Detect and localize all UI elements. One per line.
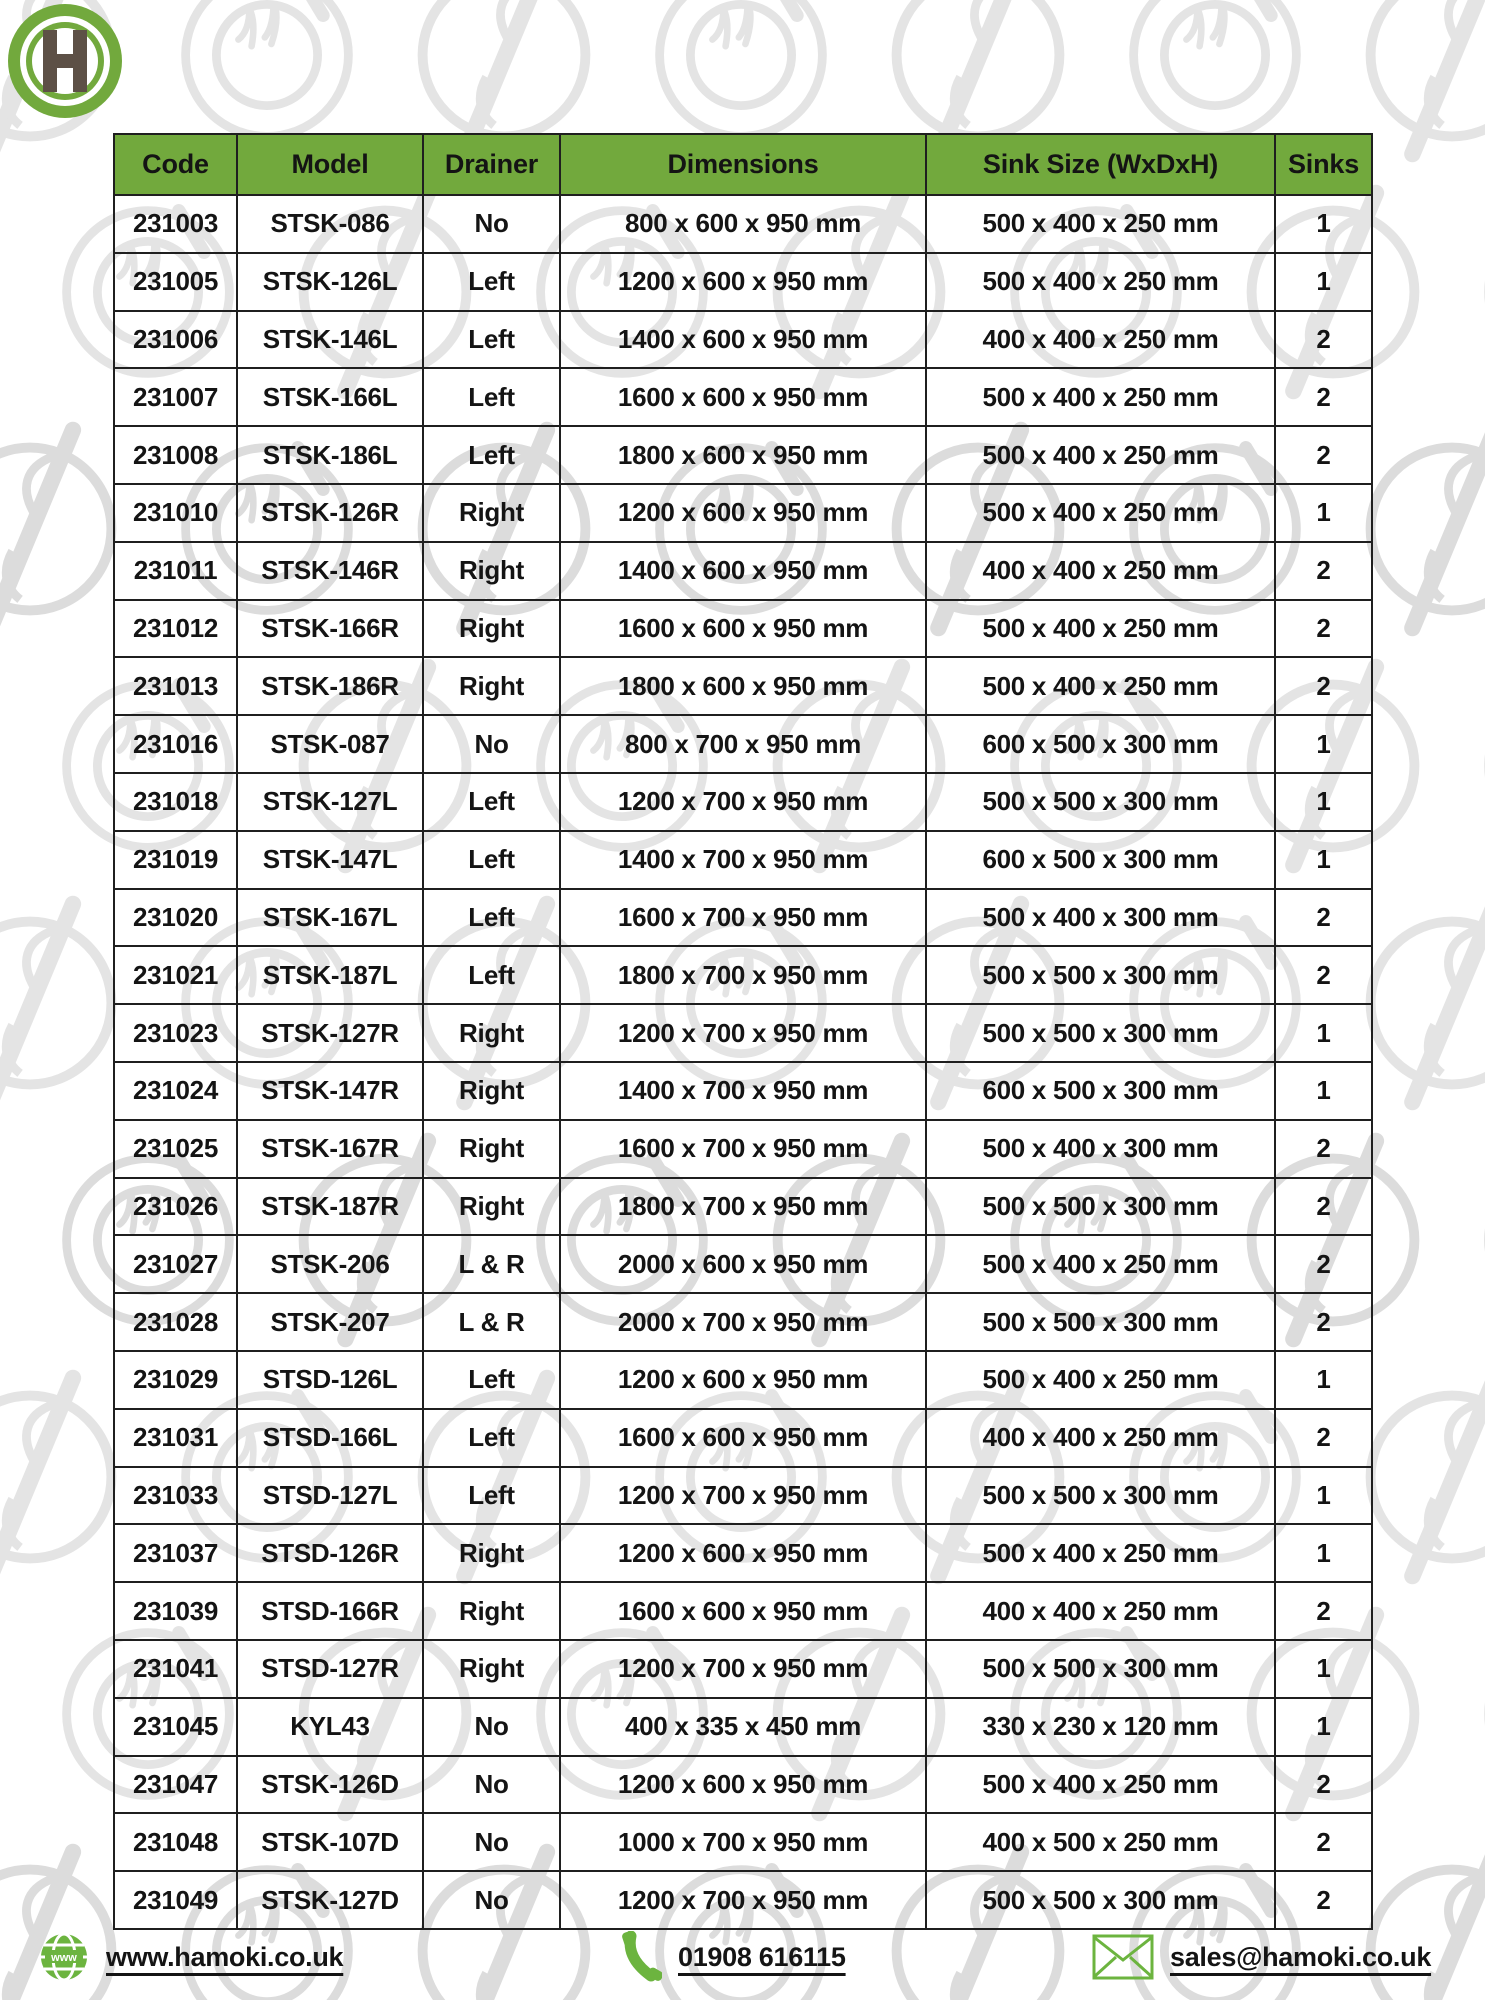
footer-website-link[interactable] <box>38 1928 343 1986</box>
cell-sink-size: 500 x 500 x 300 mm <box>926 1640 1275 1698</box>
table-row <box>114 311 1372 369</box>
cell-model: STSK-126L <box>237 253 423 311</box>
cell-dimensions: 1200 x 700 x 950 mm <box>560 1467 926 1525</box>
cell-sinks: 2 <box>1275 946 1372 1004</box>
cell-sinks: 2 <box>1275 542 1372 600</box>
cell-dimensions: 400 x 335 x 450 mm <box>560 1698 926 1756</box>
table-row <box>114 1062 1372 1120</box>
cell-dimensions: 1800 x 600 x 950 mm <box>560 657 926 715</box>
cell-sink-size: 500 x 500 x 300 mm <box>926 1467 1275 1525</box>
cell-sink-size: 500 x 400 x 250 mm <box>926 253 1275 311</box>
cell-sinks: 2 <box>1275 1120 1372 1178</box>
cell-model: STSK-146R <box>237 542 423 600</box>
cell-code: 231045 <box>114 1698 237 1756</box>
cell-code: 231025 <box>114 1120 237 1178</box>
table-row <box>114 542 1372 600</box>
cell-sinks: 2 <box>1275 1582 1372 1640</box>
cell-model: STSK-186R <box>237 657 423 715</box>
cell-drainer: Left <box>423 831 560 889</box>
column-header-code: Code <box>114 134 237 195</box>
cell-model: STSK-146L <box>237 311 423 369</box>
cell-sink-size: 500 x 400 x 250 mm <box>926 1524 1275 1582</box>
cell-model: STSD-166L <box>237 1409 423 1467</box>
cell-model: STSK-126D <box>237 1756 423 1814</box>
cell-drainer: Left <box>423 1409 560 1467</box>
table-row <box>114 195 1372 253</box>
cell-drainer: Right <box>423 484 560 542</box>
cell-sink-size: 600 x 500 x 300 mm <box>926 715 1275 773</box>
cell-code: 231003 <box>114 195 237 253</box>
cell-drainer: Right <box>423 1062 560 1120</box>
cell-sink-size: 500 x 500 x 300 mm <box>926 1004 1275 1062</box>
cell-sink-size: 500 x 500 x 300 mm <box>926 946 1275 1004</box>
cell-sink-size: 500 x 400 x 250 mm <box>926 1235 1275 1293</box>
cell-model: STSK-167R <box>237 1120 423 1178</box>
cell-model: STSK-166R <box>237 600 423 658</box>
cell-model: STSK-167L <box>237 889 423 947</box>
cell-dimensions: 1200 x 600 x 950 mm <box>560 1524 926 1582</box>
email-address: sales@hamoki.co.uk <box>1170 1941 1432 1972</box>
table-row <box>114 1409 1372 1467</box>
cell-sink-size: 500 x 400 x 300 mm <box>926 889 1275 947</box>
column-header-model: Model <box>237 134 423 195</box>
cell-model: STSK-107D <box>237 1813 423 1871</box>
cell-code: 231019 <box>114 831 237 889</box>
cell-code: 231013 <box>114 657 237 715</box>
footer-phone-link[interactable] <box>622 1928 846 1986</box>
cell-sink-size: 400 x 400 x 250 mm <box>926 1409 1275 1467</box>
cell-code: 231010 <box>114 484 237 542</box>
cell-dimensions: 1200 x 700 x 950 mm <box>560 1004 926 1062</box>
cell-code: 231006 <box>114 311 237 369</box>
cell-sinks: 1 <box>1275 715 1372 773</box>
cell-drainer: Right <box>423 1120 560 1178</box>
cell-model: STSD-127L <box>237 1467 423 1525</box>
cell-sinks: 1 <box>1275 1698 1372 1756</box>
cell-dimensions: 1600 x 600 x 950 mm <box>560 368 926 426</box>
cell-drainer: Right <box>423 1524 560 1582</box>
cell-sink-size: 500 x 400 x 250 mm <box>926 484 1275 542</box>
table-row <box>114 715 1372 773</box>
cell-dimensions: 1200 x 600 x 950 mm <box>560 484 926 542</box>
phone-icon <box>622 1931 662 1983</box>
cell-sinks: 1 <box>1275 1524 1372 1582</box>
cell-dimensions: 1800 x 600 x 950 mm <box>560 426 926 484</box>
cell-code: 231018 <box>114 773 237 831</box>
globe-icon <box>38 1931 90 1983</box>
cell-drainer: No <box>423 1698 560 1756</box>
cell-dimensions: 800 x 700 x 950 mm <box>560 715 926 773</box>
cell-drainer: No <box>423 715 560 773</box>
table-row <box>114 657 1372 715</box>
cell-drainer: Left <box>423 1467 560 1525</box>
cell-sink-size: 600 x 500 x 300 mm <box>926 1062 1275 1120</box>
cell-sink-size: 500 x 400 x 250 mm <box>926 426 1275 484</box>
column-header-dimensions: Dimensions <box>560 134 926 195</box>
watermark-brand-mark <box>1460 182 1485 402</box>
watermark-brand-mark <box>1460 1130 1485 1350</box>
cell-sinks: 2 <box>1275 1235 1372 1293</box>
cell-sinks: 2 <box>1275 1178 1372 1236</box>
column-header-sinks: Sinks <box>1275 134 1372 195</box>
website-url: www.hamoki.co.uk <box>106 1941 344 1972</box>
cell-sink-size: 400 x 400 x 250 mm <box>926 542 1275 600</box>
cell-code: 231049 <box>114 1871 237 1929</box>
cell-code: 231039 <box>114 1582 237 1640</box>
cell-drainer: No <box>423 195 560 253</box>
cell-dimensions: 2000 x 600 x 950 mm <box>560 1235 926 1293</box>
cell-drainer: Right <box>423 542 560 600</box>
cell-code: 231041 <box>114 1640 237 1698</box>
cell-code: 231029 <box>114 1351 237 1409</box>
table-row <box>114 368 1372 426</box>
cell-dimensions: 1400 x 700 x 950 mm <box>560 1062 926 1120</box>
cell-sinks: 2 <box>1275 1756 1372 1814</box>
cell-drainer: Left <box>423 368 560 426</box>
cell-sink-size: 500 x 400 x 250 mm <box>926 1756 1275 1814</box>
table-row <box>114 1235 1372 1293</box>
table-row <box>114 1524 1372 1582</box>
cell-sinks: 2 <box>1275 1409 1372 1467</box>
cell-code: 231011 <box>114 542 237 600</box>
cell-sinks: 2 <box>1275 311 1372 369</box>
cell-dimensions: 1200 x 600 x 950 mm <box>560 1351 926 1409</box>
table-row <box>114 484 1372 542</box>
cell-dimensions: 2000 x 700 x 950 mm <box>560 1293 926 1351</box>
cell-dimensions: 1800 x 700 x 950 mm <box>560 946 926 1004</box>
cell-sinks: 1 <box>1275 1062 1372 1120</box>
cell-model: STSK-087 <box>237 715 423 773</box>
table-row <box>114 773 1372 831</box>
cell-sinks: 2 <box>1275 368 1372 426</box>
cell-model: STSK-147L <box>237 831 423 889</box>
cell-drainer: L & R <box>423 1235 560 1293</box>
cell-drainer: No <box>423 1813 560 1871</box>
cell-drainer: Right <box>423 657 560 715</box>
table-row <box>114 426 1372 484</box>
cell-sink-size: 500 x 500 x 300 mm <box>926 1178 1275 1236</box>
table-row <box>114 1756 1372 1814</box>
cell-drainer: Right <box>423 600 560 658</box>
hamoki-logo <box>6 2 124 120</box>
cell-drainer: Right <box>423 1582 560 1640</box>
cell-dimensions: 1200 x 600 x 950 mm <box>560 1756 926 1814</box>
table-body <box>114 195 1372 1929</box>
cell-model: STSK-127L <box>237 773 423 831</box>
cell-model: STSD-166R <box>237 1582 423 1640</box>
cell-code: 231008 <box>114 426 237 484</box>
cell-sinks: 1 <box>1275 195 1372 253</box>
cell-code: 231024 <box>114 1062 237 1120</box>
cell-dimensions: 1400 x 600 x 950 mm <box>560 311 926 369</box>
cell-sinks: 1 <box>1275 253 1372 311</box>
cell-model: STSK-127R <box>237 1004 423 1062</box>
cell-code: 231027 <box>114 1235 237 1293</box>
cell-code: 231026 <box>114 1178 237 1236</box>
column-header-drainer: Drainer <box>423 134 560 195</box>
table-row <box>114 946 1372 1004</box>
cell-drainer: No <box>423 1756 560 1814</box>
cell-sink-size: 600 x 500 x 300 mm <box>926 831 1275 889</box>
table-row <box>114 1813 1372 1871</box>
table-row <box>114 1293 1372 1351</box>
cell-code: 231020 <box>114 889 237 947</box>
cell-drainer: Left <box>423 311 560 369</box>
cell-model: STSK-206 <box>237 1235 423 1293</box>
svg-text:www: www <box>51 1952 77 1964</box>
table-row <box>114 1871 1372 1929</box>
cell-drainer: Left <box>423 889 560 947</box>
cell-dimensions: 1600 x 600 x 950 mm <box>560 1409 926 1467</box>
cell-model: STSK-207 <box>237 1293 423 1351</box>
table-row <box>114 1698 1372 1756</box>
cell-sinks: 2 <box>1275 1813 1372 1871</box>
cell-drainer: Left <box>423 773 560 831</box>
table-row <box>114 1351 1372 1409</box>
cell-drainer: L & R <box>423 1293 560 1351</box>
cell-sinks: 1 <box>1275 1467 1372 1525</box>
table-row <box>114 1582 1372 1640</box>
cell-sink-size: 400 x 400 x 250 mm <box>926 311 1275 369</box>
table-row <box>114 600 1372 658</box>
cell-code: 231048 <box>114 1813 237 1871</box>
cell-model: STSD-126R <box>237 1524 423 1582</box>
cell-model: STSK-086 <box>237 195 423 253</box>
watermark-brand-mark <box>1460 1604 1485 1824</box>
cell-dimensions: 800 x 600 x 950 mm <box>560 195 926 253</box>
cell-dimensions: 1200 x 700 x 950 mm <box>560 1871 926 1929</box>
cell-drainer: No <box>423 1871 560 1929</box>
cell-dimensions: 1400 x 600 x 950 mm <box>560 542 926 600</box>
cell-model: STSK-126R <box>237 484 423 542</box>
footer-email-link[interactable] <box>1092 1928 1431 1986</box>
cell-dimensions: 1400 x 700 x 950 mm <box>560 831 926 889</box>
cell-sink-size: 330 x 230 x 120 mm <box>926 1698 1275 1756</box>
cell-sink-size: 500 x 500 x 300 mm <box>926 1293 1275 1351</box>
cell-code: 231031 <box>114 1409 237 1467</box>
cell-sinks: 1 <box>1275 484 1372 542</box>
cell-model: KYL43 <box>237 1698 423 1756</box>
table-row <box>114 831 1372 889</box>
cell-dimensions: 1600 x 600 x 950 mm <box>560 600 926 658</box>
table-header-row <box>114 134 1372 195</box>
phone-number: 01908 616115 <box>678 1941 846 1972</box>
cell-sinks: 2 <box>1275 889 1372 947</box>
cell-sinks: 2 <box>1275 600 1372 658</box>
cell-sink-size: 500 x 400 x 300 mm <box>926 1120 1275 1178</box>
cell-code: 231016 <box>114 715 237 773</box>
cell-sinks: 1 <box>1275 831 1372 889</box>
cell-code: 231005 <box>114 253 237 311</box>
cell-model: STSD-127R <box>237 1640 423 1698</box>
cell-model: STSD-126L <box>237 1351 423 1409</box>
cell-code: 231023 <box>114 1004 237 1062</box>
cell-sinks: 2 <box>1275 426 1372 484</box>
cell-sink-size: 500 x 400 x 250 mm <box>926 600 1275 658</box>
column-header-sink-size: Sink Size (WxDxH) <box>926 134 1275 195</box>
cell-sink-size: 500 x 400 x 250 mm <box>926 657 1275 715</box>
cell-code: 231007 <box>114 368 237 426</box>
spec-table <box>113 133 1373 1930</box>
cell-code: 231037 <box>114 1524 237 1582</box>
cell-sinks: 2 <box>1275 1293 1372 1351</box>
cell-model: STSK-186L <box>237 426 423 484</box>
cell-sinks: 1 <box>1275 1004 1372 1062</box>
cell-drainer: Left <box>423 1351 560 1409</box>
cell-sink-size: 400 x 500 x 250 mm <box>926 1813 1275 1871</box>
table-row <box>114 1120 1372 1178</box>
cell-dimensions: 1800 x 700 x 950 mm <box>560 1178 926 1236</box>
cell-sinks: 1 <box>1275 773 1372 831</box>
cell-sink-size: 500 x 400 x 250 mm <box>926 195 1275 253</box>
cell-drainer: Left <box>423 946 560 1004</box>
cell-sink-size: 500 x 500 x 300 mm <box>926 773 1275 831</box>
cell-dimensions: 1600 x 700 x 950 mm <box>560 889 926 947</box>
cell-model: STSK-147R <box>237 1062 423 1120</box>
cell-drainer: Right <box>423 1178 560 1236</box>
cell-sinks: 2 <box>1275 1871 1372 1929</box>
cell-drainer: Right <box>423 1004 560 1062</box>
cell-dimensions: 1600 x 600 x 950 mm <box>560 1582 926 1640</box>
cell-dimensions: 1200 x 700 x 950 mm <box>560 1640 926 1698</box>
cell-model: STSK-127D <box>237 1871 423 1929</box>
cell-sink-size: 500 x 500 x 300 mm <box>926 1871 1275 1929</box>
cell-model: STSK-187R <box>237 1178 423 1236</box>
watermark-brand-mark <box>1460 656 1485 876</box>
cell-sink-size: 400 x 400 x 250 mm <box>926 1582 1275 1640</box>
cell-code: 231047 <box>114 1756 237 1814</box>
cell-model: STSK-187L <box>237 946 423 1004</box>
cell-code: 231033 <box>114 1467 237 1525</box>
cell-sink-size: 500 x 400 x 250 mm <box>926 1351 1275 1409</box>
table-row <box>114 889 1372 947</box>
cell-sinks: 2 <box>1275 657 1372 715</box>
cell-code: 231021 <box>114 946 237 1004</box>
cell-drainer: Right <box>423 1640 560 1698</box>
cell-dimensions: 1000 x 700 x 950 mm <box>560 1813 926 1871</box>
cell-drainer: Left <box>423 426 560 484</box>
cell-code: 231028 <box>114 1293 237 1351</box>
cell-dimensions: 1600 x 700 x 950 mm <box>560 1120 926 1178</box>
table-row <box>114 1178 1372 1236</box>
email-icon <box>1092 1933 1154 1981</box>
cell-sinks: 1 <box>1275 1640 1372 1698</box>
cell-dimensions: 1200 x 700 x 950 mm <box>560 773 926 831</box>
cell-model: STSK-166L <box>237 368 423 426</box>
table-row <box>114 1467 1372 1525</box>
cell-sinks: 1 <box>1275 1351 1372 1409</box>
cell-drainer: Left <box>423 253 560 311</box>
table-row <box>114 1640 1372 1698</box>
cell-sink-size: 500 x 400 x 250 mm <box>926 368 1275 426</box>
cell-dimensions: 1200 x 600 x 950 mm <box>560 253 926 311</box>
cell-code: 231012 <box>114 600 237 658</box>
table-row <box>114 253 1372 311</box>
table-row <box>114 1004 1372 1062</box>
